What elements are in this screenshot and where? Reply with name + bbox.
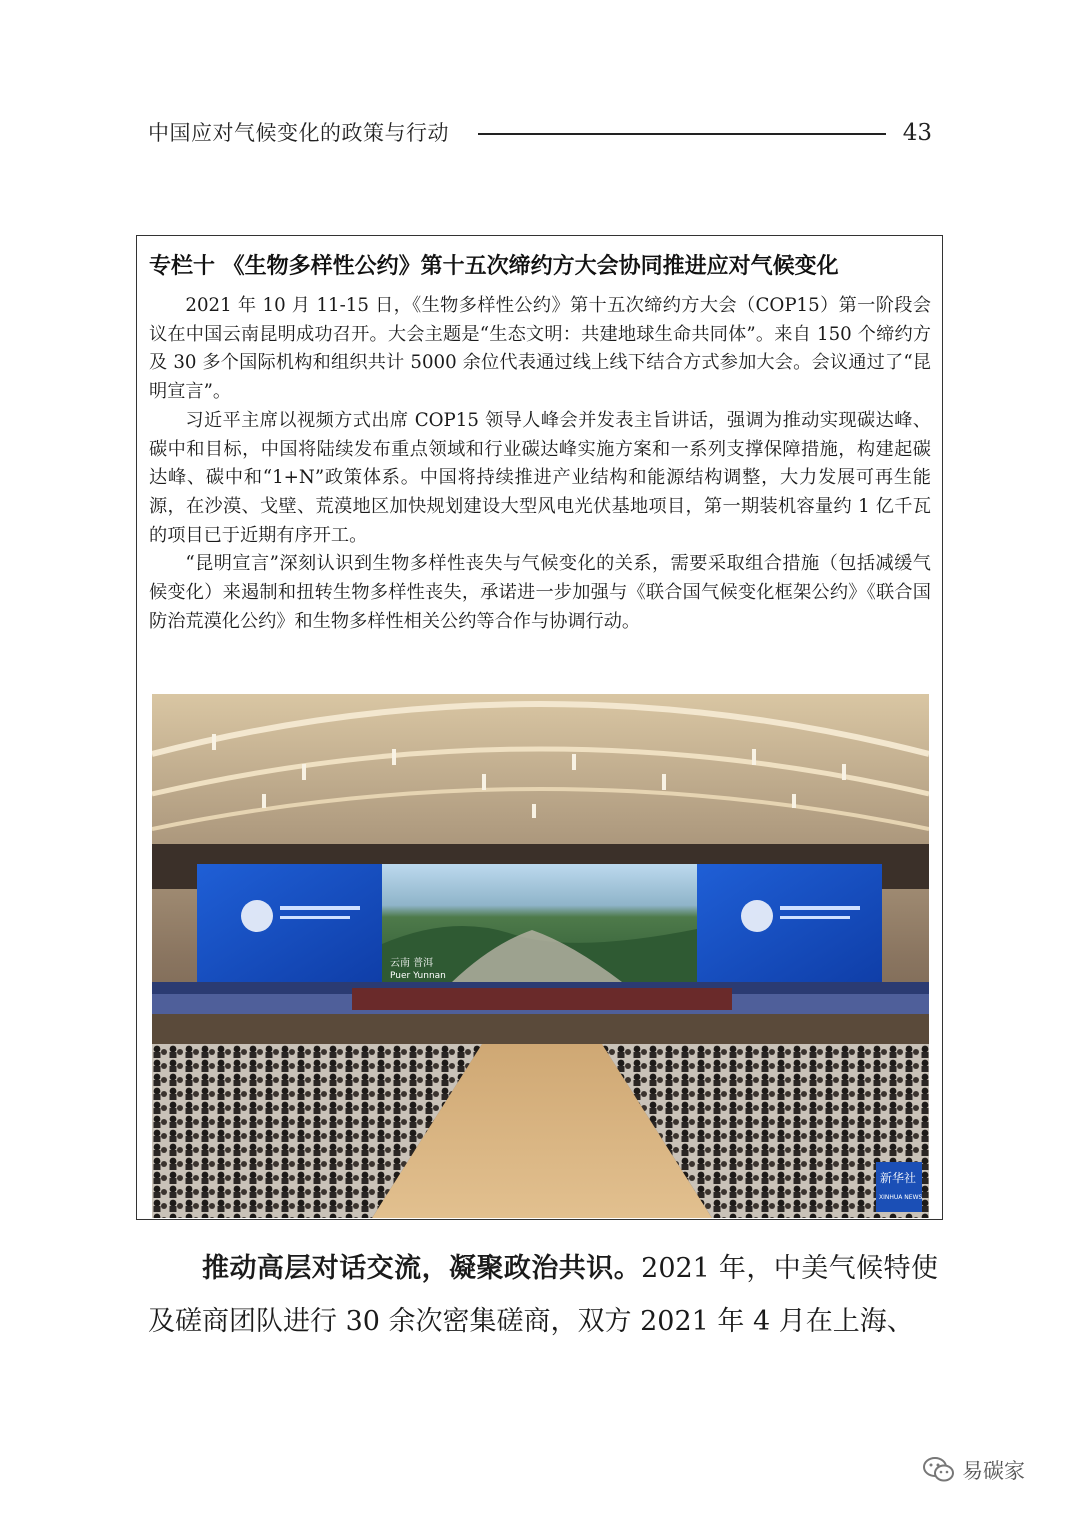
- watermark: [922, 1450, 1025, 1490]
- body-paragraph-text: 2021 年，中美气候特使及磋商团队进行 30 余次密集磋商，双方 2021 年 4 月在上海、: [148, 1253, 939, 1337]
- running-title: 中国应对气候变化的政策与行动: [148, 121, 449, 145]
- screen-caption: 云南 普洱: [390, 958, 434, 969]
- running-header: [148, 116, 932, 150]
- body-lead: 推动高层对话交流，凝聚政治共识。: [202, 1253, 642, 1284]
- conference-photo: [152, 694, 929, 1218]
- box-paragraph-1: 2021 年 10 月 11-15 日，《生物多样性公约》第十五次缔约方大会（COP15）第一阶段会议在中国云南昆明成功召开。大会主题是“生态文明：共建地球生命共同体”。来自 150 个缔约方及 30 多个国际机构和组织共计 5000 余位代表通过线上线下结合方式参加大会。会议通过了“昆明宣言”。: [149, 295, 931, 403]
- page-number: 43: [902, 120, 932, 146]
- box-body: [149, 292, 931, 636]
- agency-logo: 新华社: [880, 1171, 917, 1185]
- box-title: 专栏十 《生物多样性公约》第十五次缔约方大会协同推进应对气候变化: [149, 254, 839, 279]
- box-paragraph-3: “昆明宣言”深刻认识到生物多样性丧失与气候变化的关系，需要采取组合措施（包括减缓气候变化）来遏制和扭转生物多样性丧失，承诺进一步加强与《联合国气候变化框架公约》《联合国防治荒漠化公约》和生物多样性相关公约等合作与协调行动。: [149, 553, 931, 632]
- agency-logo-en: XINHUA NEWS: [879, 1194, 923, 1201]
- box-paragraph-2: 习近平主席以视频方式出席 COP15 领导人峰会并发表主旨讲话，强调为推动实现碳达峰、碳中和目标，中国将陆续发布重点领域和行业碳达峰实施方案和一系列支撑保障措施，构建起碳达峰、碳中和“1+N”政策体系。中国将持续推进产业结构和能源结构调整，大力发展可再生能源，在沙漠、戈壁、荒漠地区加快规划建设大型风电光伏基地项目，第一期装机容量约 1 亿千瓦的项目已于近期有序开工。: [149, 409, 931, 546]
- header-rule: [478, 133, 886, 135]
- body-text: [148, 1242, 938, 1348]
- body-paragraph: [148, 1242, 938, 1348]
- screen-caption-en: Puer Yunnan: [390, 971, 446, 981]
- sidebar-box: [136, 235, 943, 1220]
- watermark-label: 易碳家: [962, 1459, 1025, 1483]
- wechat-icon: [922, 1455, 956, 1485]
